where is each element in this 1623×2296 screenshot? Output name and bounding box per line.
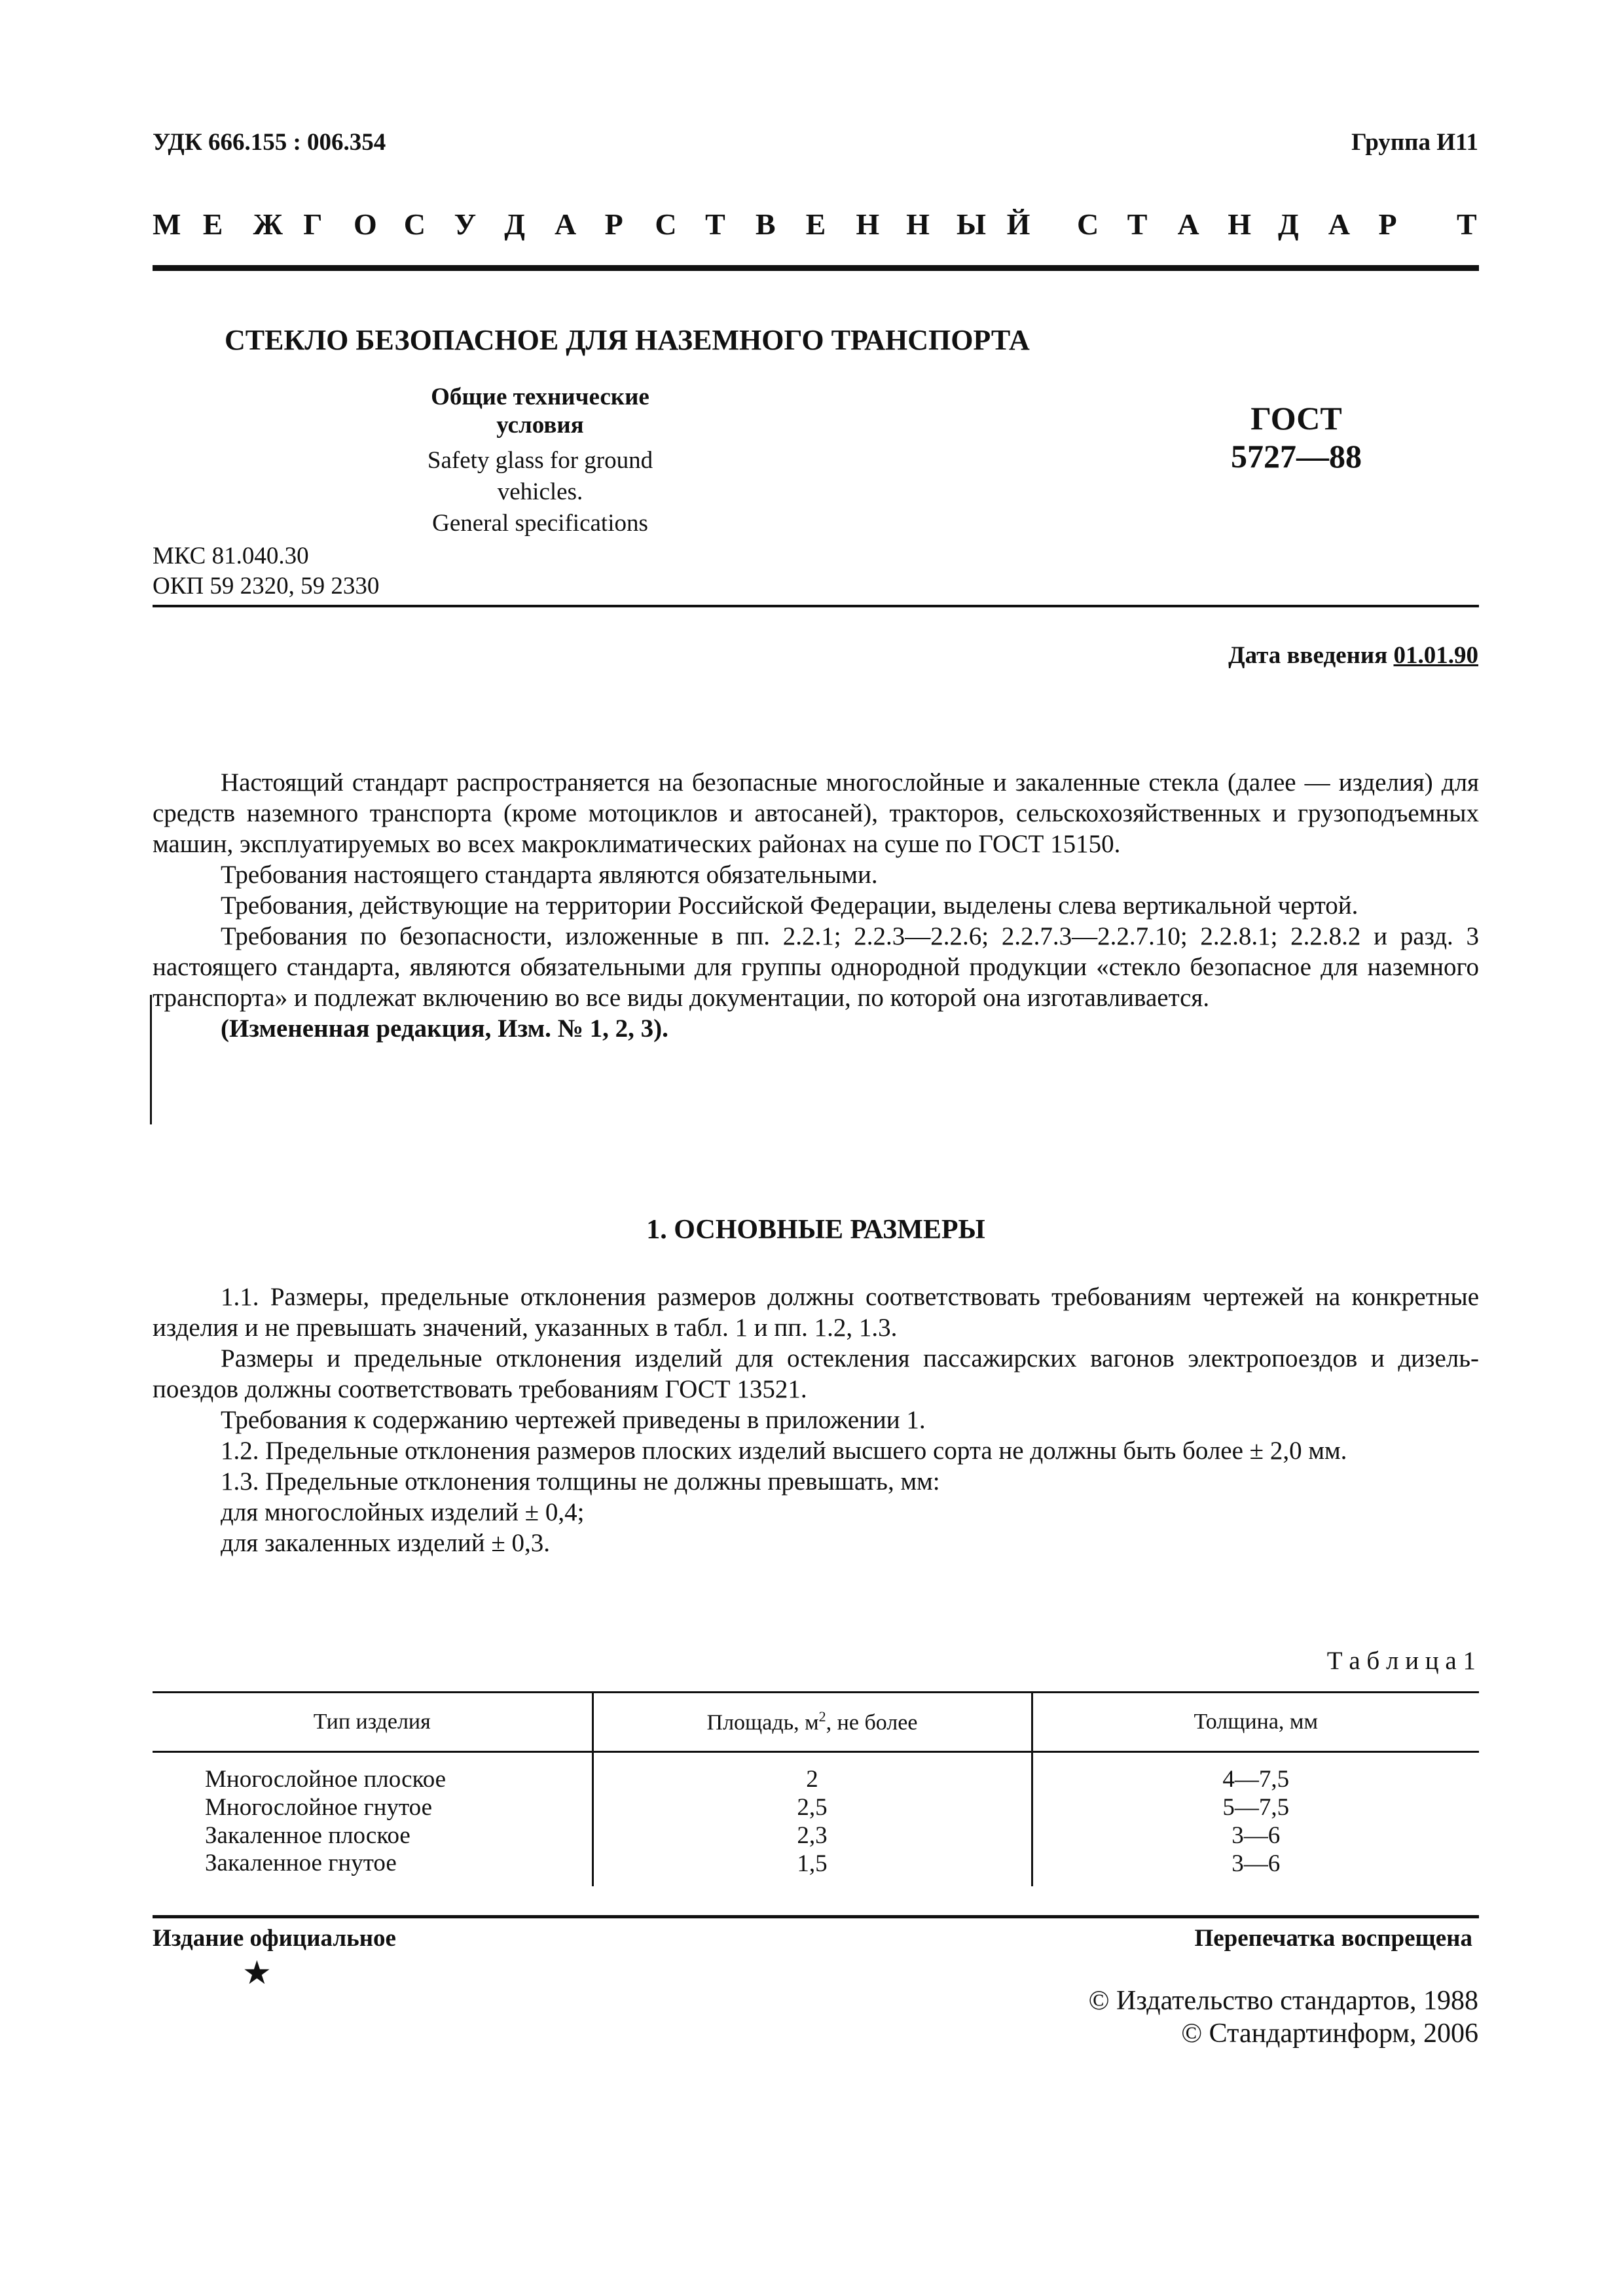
cell-type: Закаленное гнутое [205,1850,397,1876]
intro-paragraph-rf: Требования, действующие на территории Российской Федерации, выделены слева вертикальной чертой. [221,891,1359,920]
clause-1-3-laminated: для многослойных изделий ± 0,4; [221,1498,585,1526]
official-edition: Издание официальное [153,1925,396,1952]
table-row [153,1793,1479,1821]
dimensions-table [153,1691,1479,1886]
gost-number [1192,399,1401,475]
intro-paragraph-mandatory: Требования настоящего стандарта являются обязательными. [221,861,878,889]
heading-letter: Н [856,207,880,241]
group-code: Группа И11 [1351,129,1478,156]
intro-date-value: 01.01.90 [1393,642,1478,669]
clause-1-2: 1.2. Предельные отклонения размеров плоских изделий высшего сорта не должны быть более ± 2,0 мм. [221,1437,1347,1465]
clause-1-1-trains: Размеры и предельные отклонения изделий для остекления пассажирских вагонов электропоездов и дизель-поездов должны соответствовать требованиям ГОСТ 13521. [153,1344,1479,1403]
heading-letter: Д [504,207,525,241]
table-caption: Т а б л и ц а 1 [1326,1647,1476,1675]
clause-1-3: 1.3. Предельные отклонения толщины не должны превышать, мм: [221,1467,940,1496]
section-1-text [153,1282,1479,1558]
star-icon: ★ [242,1954,272,1991]
cell-area: 2,3 [593,1821,1032,1850]
intro-text [153,767,1479,1044]
cell-thickness: 3—6 [1231,1850,1281,1877]
heading-letter: В [755,207,776,241]
table-row [153,1821,1479,1850]
rf-requirement-bar [150,995,152,1124]
col-header-area-sup: 2 [818,1708,826,1725]
heading-letter: С [655,207,677,241]
okp-code: ОКП 59 2320, 59 2330 [153,573,380,600]
english-title [393,445,687,539]
intro-date-label: Дата введения [1228,642,1388,669]
footer-rule [153,1915,1479,1918]
cell-type: Закаленное плоское [205,1822,410,1849]
cell-type: Многослойное гнутое [205,1794,433,1821]
heading-letter: С [1077,207,1099,241]
reprint-notice: Перепечатка воспрещена [1194,1925,1472,1952]
copyright-1988: © Издательство стандартов, 1988 [1088,1986,1478,2016]
heading-letter: Д [1278,207,1299,241]
intro-amendment-note: (Измененная редакция, Изм. № 1, 2, 3). [221,1014,668,1043]
heading-letter: Е [805,207,826,241]
intro-date [1228,641,1478,670]
english-title-line-2: General specifications [432,510,648,537]
heading-letter: С [403,207,426,241]
col-header-type: Тип изделия [313,1710,431,1734]
heading-letter: А [554,207,577,241]
clause-1-1-drawings: Требования к содержанию чертежей приведены в приложении 1. [221,1406,926,1434]
heading-letter: М [153,207,181,241]
cell-thickness: 4—7,5 [1222,1766,1290,1793]
heading-letter: Р [604,207,623,241]
heading-letter: Й [1006,207,1030,241]
header-rule [153,265,1479,271]
col-header-area [593,1693,1032,1752]
heading-letter: Н [1228,207,1252,241]
cell-area: 2 [593,1752,1032,1794]
heading-letter: У [454,207,477,241]
cell-area: 2,5 [593,1793,1032,1821]
udk-code: УДК 666.155 : 006.354 [153,129,386,156]
title-rule [153,605,1479,607]
heading-letter: Е [202,207,223,241]
english-title-line-1: Safety glass for ground vehicles. [427,447,653,505]
gost-label: ГОСТ [1250,400,1342,437]
clause-1-3-tempered: для закаленных изделий ± 0,3. [221,1529,551,1557]
cell-thickness: 5—7,5 [1222,1794,1290,1821]
heading-letter: А [1328,207,1350,241]
document-title: СТЕКЛО БЕЗОПАСНОЕ ДЛЯ НАЗЕМНОГО ТРАНСПОРТА [225,324,1030,356]
cell-thickness: 3—6 [1231,1822,1281,1849]
heading-letter: Ы [956,207,987,241]
copyright-2006: © Стандартинформ, 2006 [1181,2018,1478,2049]
col-header-area-suffix: , не более [826,1710,918,1735]
heading-letter: Г [303,207,323,241]
clause-1-1: 1.1. Размеры, предельные отклонения размеров должны соответствовать требованиям чертежей на конкретные изделия и не превышать значений, указанных в табл. 1 и пп. 1.2, 1.3. [153,1283,1479,1342]
gost-code: 5727—88 [1231,438,1362,475]
heading-letter: Т [1127,207,1148,241]
heading-letter: А [1177,207,1199,241]
heading-letter: Н [906,207,930,241]
table-row [153,1752,1479,1794]
intro-paragraph-scope: Настоящий стандарт распространяется на безопасные многослойные и закаленные стекла (далее — изделия) для средств наземного транспорта (кроме мотоциклов и автосаней), тракторов, сельскохозяйственных и грузоподъемных машин, эксплуатируемых во всех макроклиматических районах на суше по ГОСТ 15150. [153,768,1479,858]
cell-type: Многослойное плоское [205,1766,447,1793]
col-header-thickness: Толщина, мм [1194,1710,1318,1734]
heading-letter: Р [1378,207,1397,241]
section-heading: 1. ОСНОВНЫЕ РАЗМЕРЫ [646,1215,985,1245]
intro-paragraph-safety: Требования по безопасности, изложенные в пп. 2.2.1; 2.2.3—2.2.6; 2.2.7.3—2.2.7.10; 2.2.8.1; 2.2.8.2 и разд. 3 настоящего стандарта, являются обязательными для группы однородной продукции «стекло безопасное для наземного транспорта» и подлежат включению во все виды документации, по которой она изготавливается. [153,922,1479,1012]
table-row [153,1850,1479,1886]
heading-letter: Т [705,207,725,241]
document-subtitle: Общие технические условия [431,384,649,439]
standard-type-heading [153,207,1479,246]
mks-code: МКС 81.040.30 [153,543,309,569]
col-header-area-text: Площадь, м [706,1710,819,1735]
heading-letter: О [353,207,377,241]
copyright-block [1089,1984,1478,2050]
heading-letter: Т [1457,207,1477,241]
classification-codes [153,541,379,601]
cell-area: 1,5 [593,1850,1032,1886]
heading-letter: Ж [253,207,283,241]
